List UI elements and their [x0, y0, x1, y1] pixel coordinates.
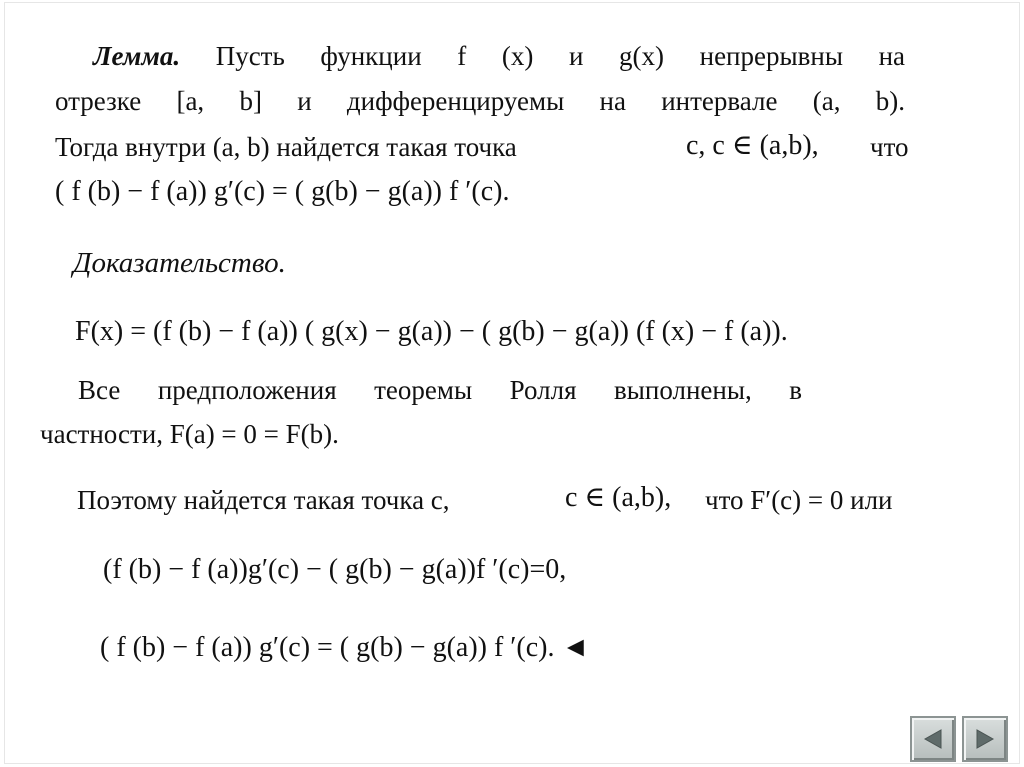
proof-rolle-line-2: частности, F(a) = 0 = F(b).	[40, 419, 339, 449]
lemma-chto: что	[870, 132, 909, 162]
proof-F-definition: F(x) = (f (b) − f (a)) ( g(x) − g(a)) − ( g(b) − g(a)) (f (x) − f (a)).	[75, 316, 788, 347]
proof-derivative-zero: что F′(c) = 0 или	[705, 485, 893, 515]
proof-rolle-line-1: Все предположения теоремы Ролля выполнены, в	[78, 375, 802, 405]
end-of-proof-mark: ◄	[561, 632, 590, 663]
lemma-point-c: c, c ∈ (a,b),	[686, 130, 819, 161]
proof-hence-text: Поэтому найдется такая точка c,	[77, 485, 450, 515]
proof-equation-2	[100, 632, 589, 664]
lemma-formula: ( f (b) − f (a)) g′(c) = ( g(b) − g(a)) f ′(c).	[55, 176, 510, 207]
proof-point-c: c ∈ (a,b),	[565, 482, 672, 513]
lemma-line-3	[55, 131, 517, 163]
triangle-right-icon	[973, 727, 997, 751]
lemma-line-1	[93, 40, 905, 72]
lemma-line-3-text: Тогда внутри (a, b) найдется такая точка	[55, 132, 517, 162]
lemma-line-1-text: Пусть функции f (x) и g(x) непрерывны на	[215, 41, 906, 71]
lemma-line-2: отрезке [a, b] и дифференцируемы на интервале (a, b).	[55, 86, 905, 116]
proof-equation-2-text: ( f (b) − f (a)) g′(c) = ( g(b) − g(a)) f ′(c).	[100, 632, 555, 663]
prev-slide-button[interactable]	[910, 716, 956, 762]
triangle-left-icon	[921, 727, 945, 751]
next-slide-button[interactable]	[962, 716, 1008, 762]
proof-equation-1: (f (b) − f (a))g′(c) − ( g(b) − g(a))f ′(c)=0,	[103, 554, 567, 585]
lemma-title: Лемма.	[93, 41, 181, 71]
proof-title: Доказательство.	[73, 247, 286, 279]
